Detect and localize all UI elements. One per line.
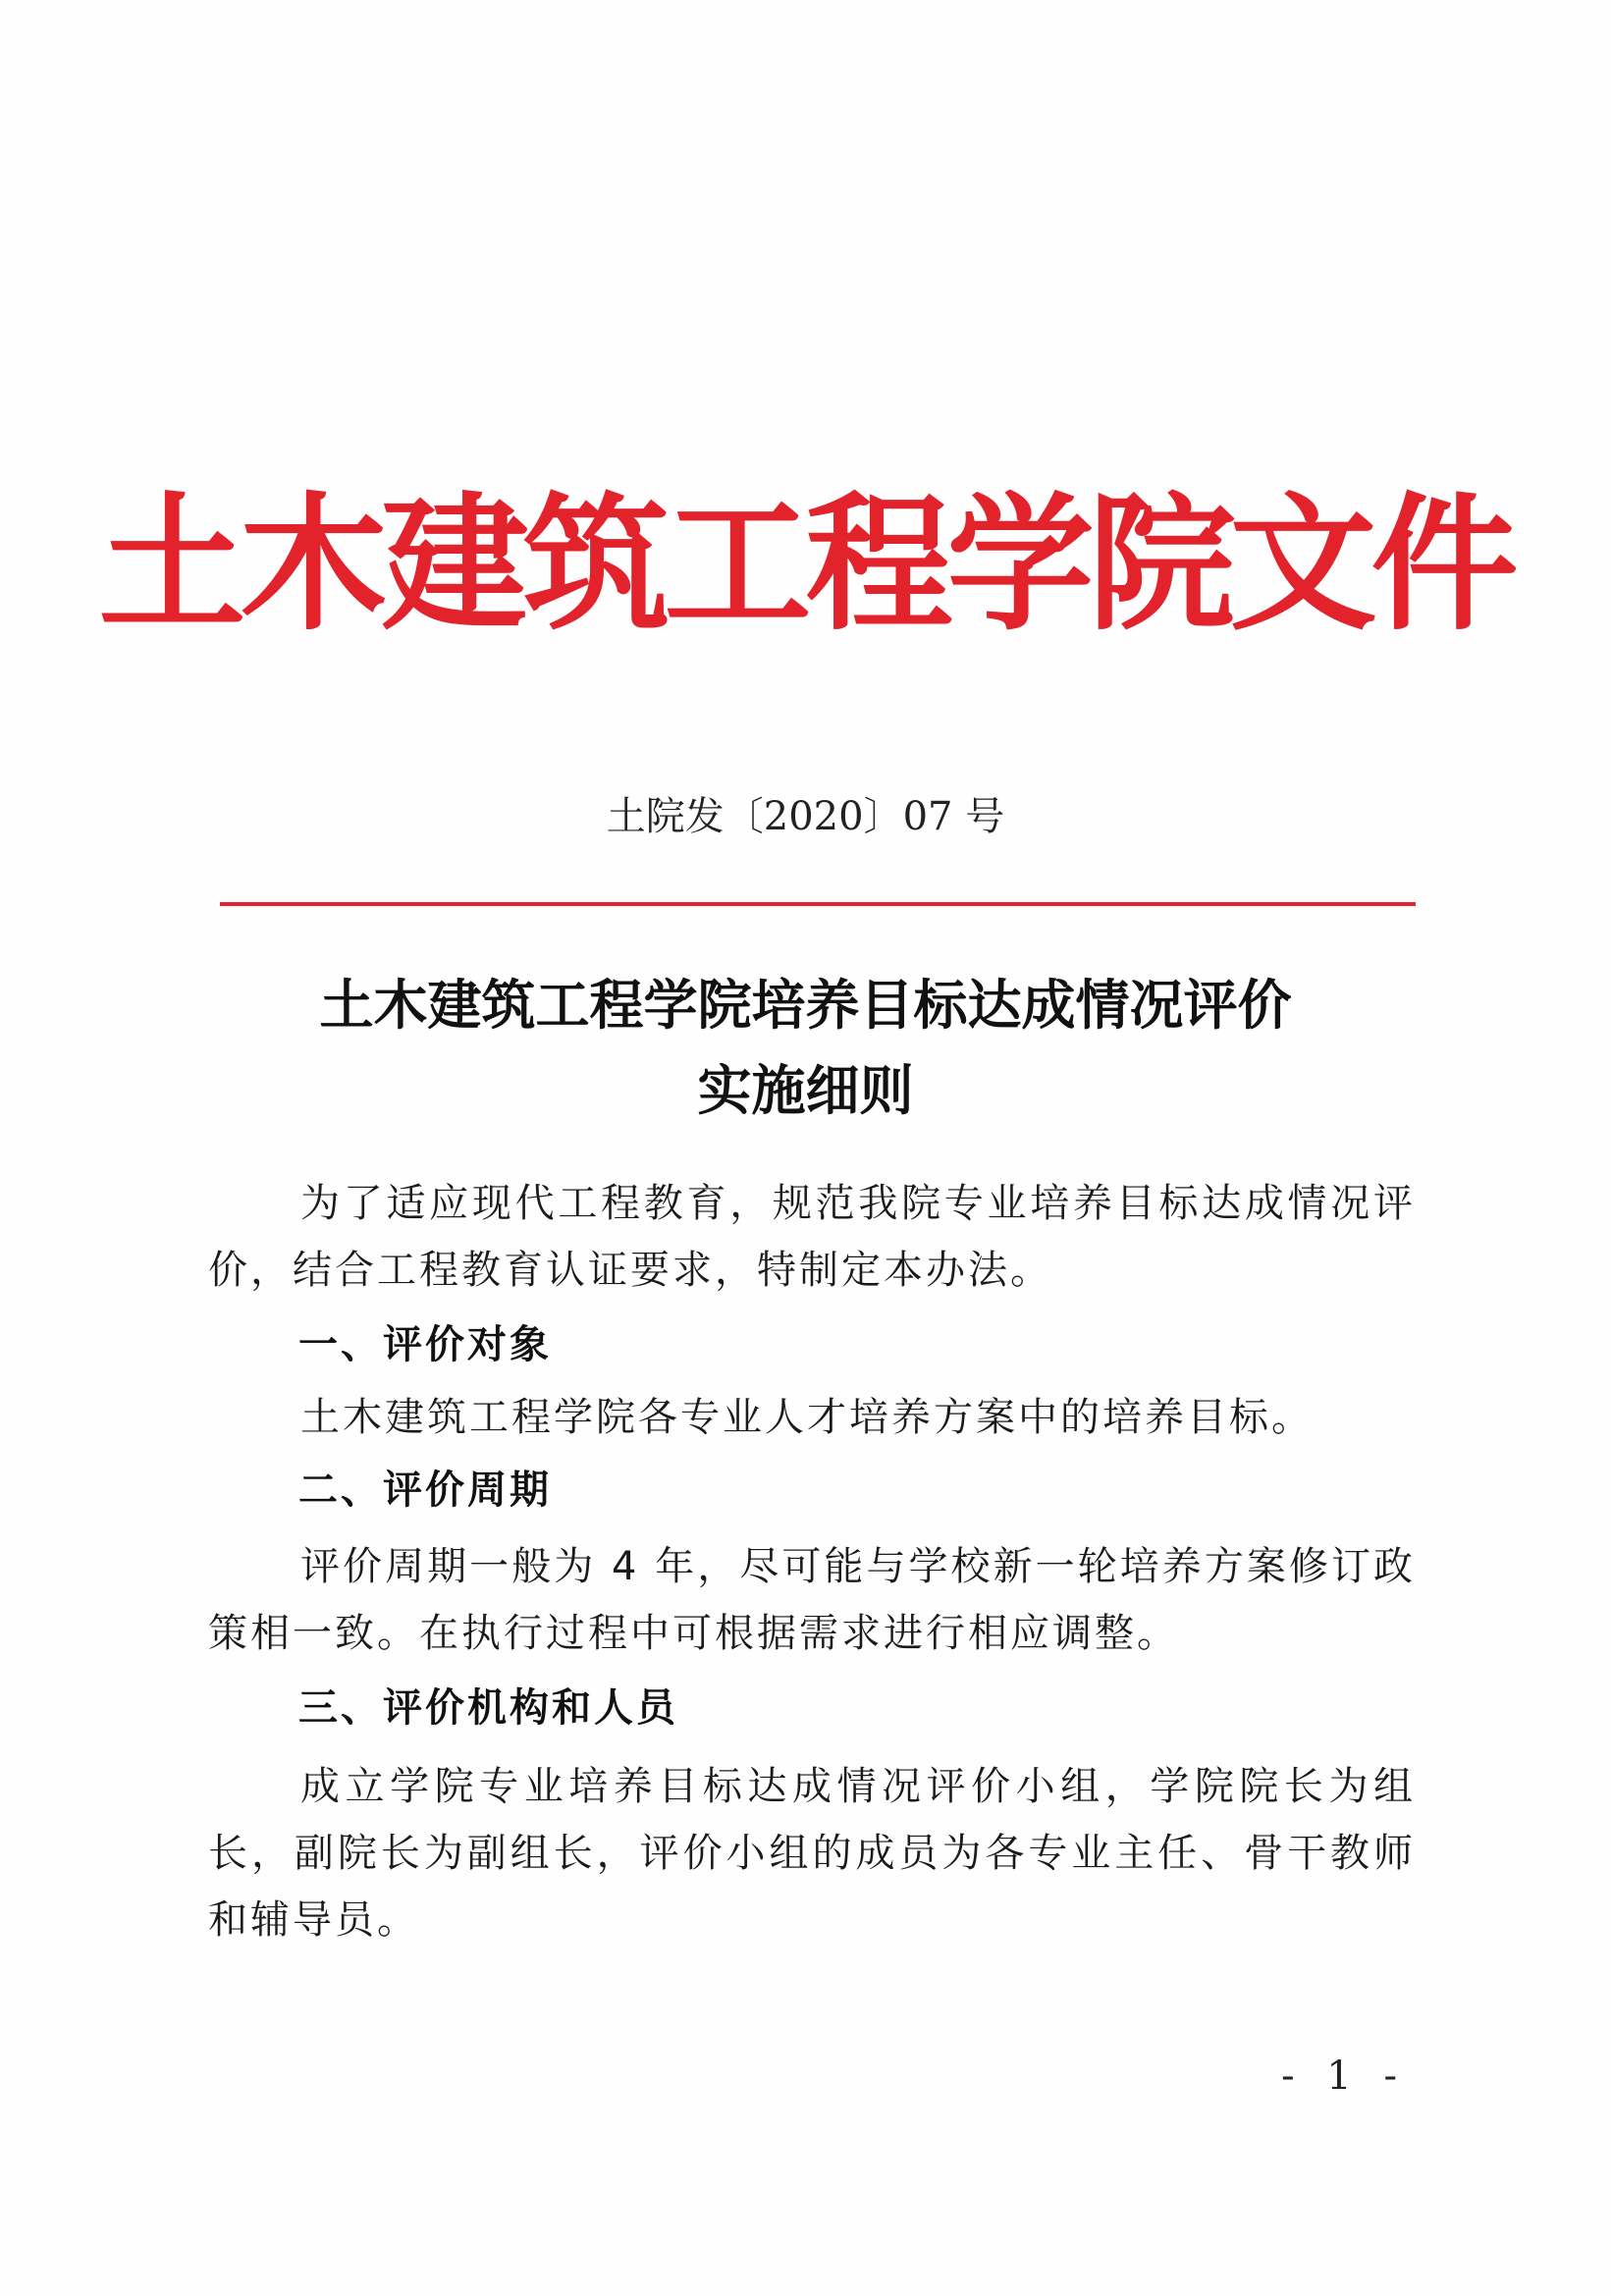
section-3-heading: 三、评价机构和人员	[298, 1685, 678, 1731]
intro-paragraph: 为了适应现代工程教育，规范我院专业培养目标达成情况评价，结合工程教育认证要求，特制定本办法。	[208, 1181, 1416, 1293]
document-number: 土院发〔2020〕07 号	[606, 794, 1005, 839]
section-3-text: 成立学院专业培养目标达成情况评价小组，学院院长为组长，副院长为副组长，评价小组的成员为各专业主任、骨干教师和辅导员。	[208, 1764, 1416, 1943]
masthead-title: 土木建筑工程学院文件	[98, 478, 1513, 651]
section-1-heading: 一、评价对象	[298, 1322, 552, 1367]
section-2-heading: 二、评价周期	[298, 1468, 552, 1513]
section-2-text: 评价周期一般为 4 年，尽可能与学校新一轮培养方案修订政策相一致。在执行过程中可根据需求进行相应调整。	[208, 1544, 1416, 1656]
document-title-line-2: 实施细则	[697, 1058, 914, 1122]
red-divider	[220, 902, 1416, 906]
section-1-text: 土木建筑工程学院各专业人才培养方案中的培养目标。	[300, 1395, 1314, 1440]
page-number: - 1 -	[1281, 2054, 1407, 2099]
document-title-line-1: 土木建筑工程学院培养目标达成情况评价	[319, 973, 1292, 1037]
